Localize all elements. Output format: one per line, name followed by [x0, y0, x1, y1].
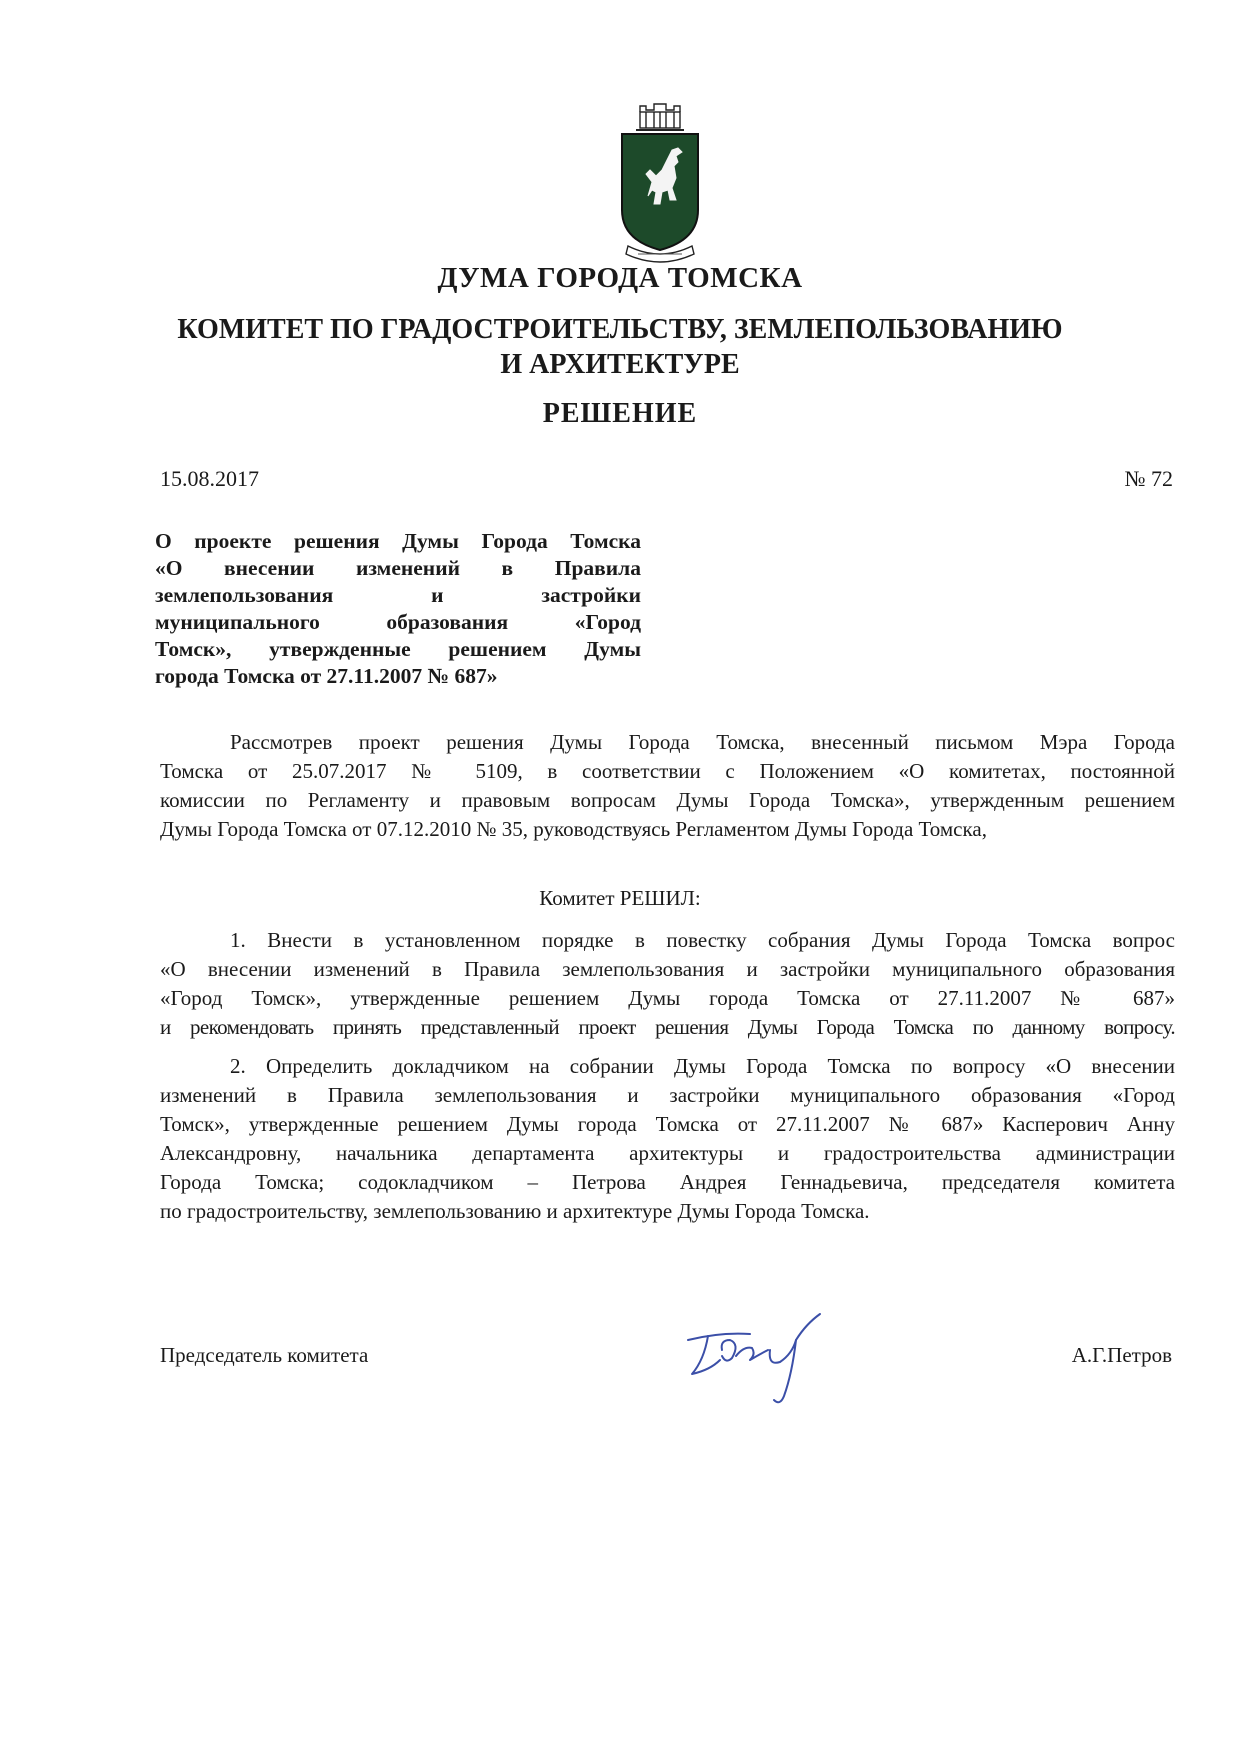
signatory-name: А.Г.Петров — [1071, 1343, 1172, 1367]
committee-title-line: И АРХИТЕКТУРЕ — [500, 349, 740, 380]
committee-title — [0, 312, 1240, 382]
paragraph-line: «О внесении изменений в Правила землепользования и застройки муниципального образования — [160, 957, 1175, 981]
paragraph-line: Томска от 25.07.2017 № 5109, в соответствии с Положением «О комитетах, постоянной — [160, 759, 1175, 783]
paragraph-line: Александровну, начальника департамента архитектуры и градостроительства администрации — [160, 1141, 1175, 1165]
committee-title-line: КОМИТЕТ ПО ГРАДОСТРОИТЕЛЬСТВУ, ЗЕМЛЕПОЛЬЗОВАНИЮ — [177, 314, 1063, 345]
resolved-heading: Комитет РЕШИЛ: — [539, 886, 701, 910]
paragraph-line: 1. Внести в установленном порядке в повестку собрания Думы Города Томска вопрос — [230, 928, 1175, 952]
paragraph-line: Томск», утвержденные решением Думы города Томска от 27.11.2007 № 687» Касперович Анну — [160, 1112, 1175, 1136]
subject-line: землепользования и застройки — [155, 583, 641, 607]
subject-line: Томск», утвержденные решением Думы — [155, 637, 641, 661]
paragraph-line: 2. Определить докладчиком на собрании Думы Города Томска по вопросу «О внесении — [230, 1054, 1175, 1078]
document-date: 15.08.2017 — [160, 466, 259, 491]
intro-paragraph — [160, 728, 1175, 844]
document-type: РЕШЕНИЕ — [542, 398, 698, 429]
subject-line: муниципального образования «Город — [155, 610, 641, 634]
subject-line: «О внесении изменений в Правила — [155, 556, 641, 580]
paragraph-line: изменений в Правила землепользования и застройки муниципального образования «Город — [160, 1083, 1175, 1107]
handwritten-signature-icon — [680, 1310, 850, 1410]
decision-item-1 — [160, 926, 1175, 1042]
signatory-role: Председатель комитета — [160, 1343, 369, 1367]
paragraph-line: и рекомендовать принять представленный проект решения Думы Города Томска по данному вопросу. — [160, 1015, 1175, 1039]
paragraph-line: Города Томска; содокладчиком – Петрова Андрея Геннадьевича, председателя комитета — [160, 1170, 1175, 1194]
subject-line: О проекте решения Думы Города Томска — [155, 529, 641, 553]
subject-heading — [155, 528, 641, 690]
organization-title: ДУМА ГОРОДА ТОМСКА — [437, 262, 803, 294]
paragraph-line: комиссии по Регламенту и правовым вопросам Думы Города Томска», утвержденным решением — [160, 788, 1175, 812]
city-coat-of-arms-horse-icon — [610, 100, 710, 270]
paragraph-line: по градостроительству, землепользованию и архитектуре Думы Города Томска. — [160, 1199, 870, 1223]
subject-line: города Томска от 27.11.2007 № 687» — [155, 664, 498, 688]
paragraph-line: «Город Томск», утвержденные решением Думы города Томска от 27.11.2007 № 687» — [160, 986, 1175, 1010]
paragraph-line: Рассмотрев проект решения Думы Города Томска, внесенный письмом Мэра Города — [230, 730, 1175, 754]
document-number: № 72 — [1124, 466, 1173, 491]
paragraph-line: Думы Города Томска от 07.12.2010 № 35, руководствуясь Регламентом Думы Города Томска, — [160, 817, 987, 841]
decision-item-2 — [160, 1052, 1175, 1226]
